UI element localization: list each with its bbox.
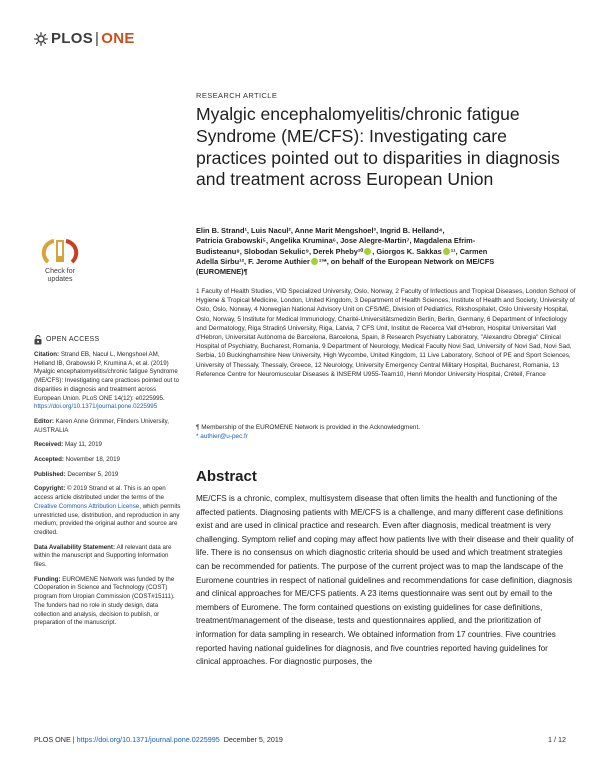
footer-journal: PLOS ONE: [34, 735, 71, 744]
article-sidebar: [34, 335, 182, 634]
author-line: (EUROMENE)¶: [196, 267, 248, 277]
citation-block: Citation: Strand EB, Nacul L, Mengshoel AM, Helland IB, Grabowski P, Krumina A, et al. (2019) Myalgic encephalomyelitis/chronic fatigue Syndrome (ME/CFS): Investigating care practices pointed out to disparities in diagnosis and treatment across European Union. PLoS ONE 14(12): e0225995. https://doi.org/10.1371/journal.pone.0225995: [34, 351, 180, 411]
author-line: Elin B. Strand¹, Luis Nacul², Anne Marit Mengshoel³, Ingrid B. Helland⁴,: [196, 226, 445, 235]
abstract-body: ME/CFS is a chronic, complex, multisystem disease that often limits the health and functioning of the affected patients. Diagnosing patients with ME/CFS is a challenge, and many different case definitions exist and are used in clinical practice and research. Even after diagnosis, medical treatment is very challenging. Symptom relief and coping may affect how patients live with their disease and their quality of life. There is no consensus on which diagnostic criteria should be used and which treatment strategies can be recommended for patients. The purpose of the current project was to map the landscape of the Euromene countries in respect of national guidelines and recommendations for case definition, diagnosis and clinical approaches for ME/CFS patients. A 23 items questionnaire was sent out by email to the members of Euromene. The form contained questions on existing guidelines for case definitions, treatment/management of the disease, tests and questionnaires applied, and the prioritization of information for data sampling in research. We obtained information from 17 countries. Five countries reported having national guidelines for diagnosis, and five countries reported having guidelines for clinical approaches. For diagnostic purposes, the: [196, 494, 574, 667]
published-block: Published: December 5, 2019: [34, 470, 119, 478]
footer-date: December 5, 2019: [223, 735, 283, 744]
logo-plos-text: PLOS: [51, 30, 94, 47]
check-updates-icon: [34, 238, 86, 268]
open-access-label: OPEN ACCESS: [34, 335, 182, 345]
plos-sunburst-icon: [34, 32, 48, 46]
logo-separator: |: [95, 30, 100, 47]
orcid-icon[interactable]: [311, 258, 318, 265]
membership-note: ¶ Membership of the EUROMENE Network is provided in the Acknowledgment. * authier@u-pec.fr: [196, 423, 576, 441]
check-updates-line: Check for: [45, 268, 75, 275]
logo-one-text: ONE: [101, 30, 135, 47]
footer-doi-link[interactable]: https://doi.org/10.1371/journal.pone.0225995: [76, 735, 220, 744]
data-availability-block: Data Availability Statement: All relevant data are within the manuscript and Supporting Information files.: [34, 543, 172, 569]
article-type: RESEARCH ARTICLE: [196, 91, 278, 100]
page-number: 1 / 12: [548, 735, 566, 744]
abstract-heading: Abstract: [196, 468, 257, 485]
accepted-block: Accepted: November 18, 2019: [34, 456, 121, 464]
article-title: Myalgic encephalomyelitis/chronic fatigue Syndrome (ME/CFS): Investigating care practices pointed out to disparities in diagnosis and treatment across European Union: [196, 104, 560, 190]
open-lock-icon: [34, 335, 42, 345]
author-line: Adella Sirbu¹², F. Jerome Authier ¹³*, on behalf of the European Network on ME/CFS: [196, 256, 495, 266]
plos-one-logo: [34, 30, 135, 47]
author-line: Patricia Grabowski⁵, Angelika Krumina⁶, Jose Alegre-Martin⁷, Magdalena Efrim-: [196, 236, 476, 246]
check-updates-line: updates: [47, 276, 73, 283]
check-for-updates-badge[interactable]: [34, 238, 86, 288]
affiliations: 1 Faculty of Health Studies, VID Specialized University, Oslo, Norway, 2 Faculty of Infectious and Tropical Diseases, London School of Hygiene & Tropical Medicine, London, United Kingdom, 3 Department of Health Sciences, Institute of Health and Society, University of Oslo, Oslo, Norway, 4 Norwegian National Advisory Unit on CFS/ME, Division of Pediatrics, Rikshospitalet, Oslo University Hospital, Oslo, Norway, 5 Institute for Medical Immunology, Charité-Universitätsmedizin Berlin, Berlin, Germany, 6 Department of Infectiology and Dermatology, Riga Stradiņš University, Riga, Latvia, 7 CFS Unit, Institut de Recerca Vall d'Hebron, Hospital Universitari Vall d'Hebron, Universitat Autònoma de Barcelona, Barcelona, Spain, 8 Research Psychiatry Laboratory, "Alexandru Obregia" Clinical Hospital of Psychiatry, Bucharest, Romania, 9 Department of Neurology, Medical Faculty Novi Sad, University of Novi Sad, Novi Sad, Serbia, 10 Buckinghamshire New University, High Wycombe, United Kingdom, 11 Live Laboratory, School of PE and Sport Sciences, University of Thessaly, Thessaly, Greece, 12 Neurology, University Emergency Central Military Hospital, Bucharest, Romania, 13 Reference Centre for Neuromuscular Diseases & INSERM U955-Team10, Henri Mondor University Hospital, Créteil, France: [196, 288, 576, 378]
page-footer: PLOS ONE | https://doi.org/10.1371/journal.pone.0225995 December 5, 2019 1 / 12: [34, 735, 566, 744]
license-link[interactable]: Creative Commons Attribution License: [34, 502, 140, 510]
editor-block: Editor: Karen Anne Grimmer, Flinders University, AUSTRALIA: [34, 417, 170, 434]
received-block: Received: May 11, 2019: [34, 441, 103, 449]
copyright-block: Copyright: © 2019 Strand et al. This is an open access article distributed under the terms of the Creative Commons Attribution License, which permits unrestricted use, distribution, and reproduction in any medium, provided the original author and source are credited.: [34, 485, 181, 536]
author-list: [196, 226, 571, 277]
corresponding-email-link[interactable]: * authier@u-pec.fr: [196, 433, 248, 441]
orcid-icon[interactable]: [443, 248, 450, 255]
orcid-icon[interactable]: [364, 248, 371, 255]
doi-link[interactable]: https://doi.org/10.1371/journal.pone.0225995: [34, 403, 158, 411]
author-line: Budisteanu⁸, Slobodan Sekulic⁹, Derek Pheby¹⁰ , Giorgos K. Sakkas ¹¹, Carmen: [196, 246, 488, 256]
funding-block: Funding: EUROMENE Network was funded by the COoperation in Science and Technology (COST) program from Uropian Commission (COST#15111). The funders had no role in study design, data collection and analysis, decision to publish, or preparation of the manuscript.: [34, 575, 175, 627]
